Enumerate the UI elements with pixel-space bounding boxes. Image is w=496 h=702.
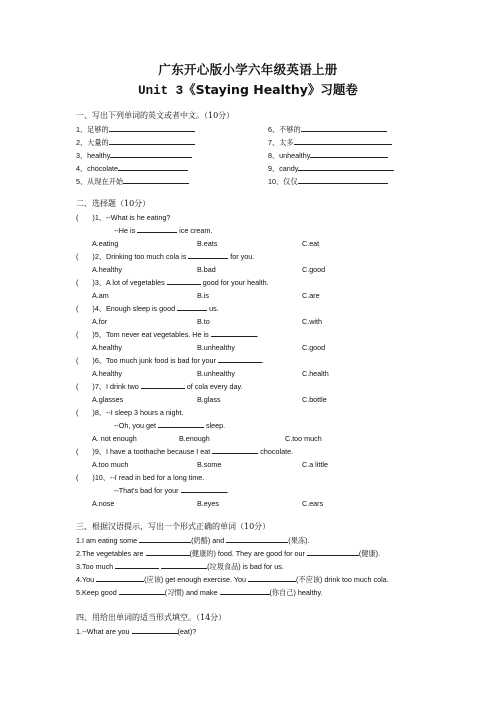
answer-blank[interactable] [118, 164, 188, 171]
stem-text: us. [209, 304, 219, 313]
section3-heading: 三、根据汉语提示，写出一个形式正确的单词（10分） [76, 522, 271, 531]
sentence-text: (果冻). [288, 536, 310, 545]
answer-paren-close: ) [92, 213, 95, 222]
fill-sentence-5 [76, 588, 323, 598]
answer-blank[interactable] [161, 562, 207, 569]
option-c: C.bottle [302, 395, 327, 404]
answer-blank[interactable] [188, 252, 228, 259]
option-b: B.eats [197, 239, 218, 248]
mc-question-3 [76, 278, 269, 288]
sentence-text: (不应该) drink too much cola. [296, 575, 389, 584]
option-a: A.healthy [92, 369, 122, 378]
option-a: A.healthy [92, 343, 122, 352]
stem-text: good for your health. [202, 278, 269, 287]
option-c: C.a little [302, 460, 328, 469]
question-stem: 2、Drinking too much cola is [94, 252, 187, 261]
mc-question-9 [76, 447, 293, 457]
mc-question-6 [76, 356, 264, 366]
answer-blank[interactable] [96, 575, 144, 582]
question-subline [114, 486, 229, 495]
vocab-item-6 [268, 125, 387, 135]
question-stem: 3、A lot of vegetables [94, 278, 165, 287]
option-c: C.good [302, 343, 326, 352]
unit-name: 《Staying Healthy》 [183, 82, 321, 97]
answer-blank[interactable] [141, 382, 185, 389]
option-c: C.too much [285, 434, 322, 443]
option-c: C.good [302, 265, 326, 274]
sentence-text: (习惯) and make [164, 588, 218, 597]
vocab-prompt: 5、从现在开始 [76, 177, 124, 186]
option-c: C.are [302, 291, 320, 300]
answer-blank[interactable] [123, 177, 189, 184]
question-stem: 1、--What is he eating? [94, 213, 171, 222]
question-subline [114, 421, 225, 430]
answer-paren-open: ( [76, 252, 79, 261]
answer-blank[interactable] [294, 138, 392, 145]
answer-blank[interactable] [301, 125, 387, 132]
answer-blank[interactable] [132, 627, 178, 634]
answer-blank[interactable] [212, 447, 258, 454]
vocab-item-2 [76, 138, 195, 148]
sentence-text: (健康). [358, 549, 381, 558]
answer-paren-open: ( [76, 213, 79, 222]
option-c: C.eat [302, 239, 320, 248]
option-a: A.eating [92, 239, 119, 248]
option-b: B.unhealthy [197, 369, 235, 378]
option-b: B.enough [179, 434, 210, 443]
sentence-text: 5.Keep good [76, 588, 117, 597]
option-a: A.am [92, 291, 109, 300]
question-stem: 8、--I sleep 3 hours a night. [94, 408, 184, 417]
sentence-text: (垃圾食品) is bad for us. [207, 562, 284, 571]
unit-label: Unit 3 [138, 84, 184, 98]
question-subline [114, 226, 212, 235]
answer-blank[interactable] [177, 304, 207, 311]
option-a: A.too much [92, 460, 129, 469]
vocab-item-3 [76, 151, 192, 161]
fill-sentence-2 [76, 549, 380, 559]
mc-question-7 [76, 382, 243, 392]
answer-blank[interactable] [218, 356, 262, 363]
answer-blank[interactable] [248, 575, 296, 582]
mc-question-5 [76, 330, 259, 340]
sentence-text: 1.--What are you [76, 627, 130, 636]
stem-text: . [226, 486, 229, 495]
stem-text: of cola every day. [186, 382, 243, 391]
sentence-text: (你自己) healthy. [269, 588, 323, 597]
mc-question-4 [76, 304, 219, 314]
option-a: A.for [92, 317, 108, 326]
vocab-prompt: 10、仅仅 [268, 177, 298, 186]
option-b: B.some [197, 460, 222, 469]
fill-sentence-4-1 [76, 627, 196, 636]
answer-paren-open: ( [76, 408, 79, 417]
fill-sentence-3 [76, 562, 284, 572]
answer-paren-open: ( [76, 304, 79, 313]
vocab-item-5 [76, 177, 189, 187]
answer-paren-close: ) [92, 408, 95, 417]
option-b: B.to [197, 317, 210, 326]
sentence-text: (奶酪) and [191, 536, 225, 545]
question-stem: 5、Tom never eat vegetables. He is [94, 330, 209, 339]
vocab-prompt: 9、candy [268, 164, 299, 173]
option-a: A. not enough [92, 434, 137, 443]
answer-paren-close: ) [92, 252, 95, 261]
vocab-prompt: 6、不够的 [268, 125, 301, 134]
answer-blank[interactable] [181, 486, 227, 493]
answer-blank[interactable] [307, 549, 359, 556]
stem-text: . [256, 330, 259, 339]
answer-paren-open: ( [76, 382, 79, 391]
mc-question-10 [76, 473, 204, 483]
option-b: B.is [197, 291, 209, 300]
stem-text: --Oh, you get [114, 421, 156, 430]
section1-heading: 一、写出下列单词的英文或者中文。（10分） [76, 111, 235, 120]
stem-text: --He is [114, 226, 136, 235]
answer-blank[interactable] [220, 588, 270, 595]
vocab-item-8 [268, 151, 388, 161]
option-b: B.glass [197, 395, 221, 404]
stem-text: chocolate. [260, 447, 294, 456]
section2-heading: 二、选择题（10分） [76, 199, 151, 208]
sentence-text: (eat)? [177, 627, 197, 636]
vocab-prompt: 2、大量的 [76, 138, 109, 147]
answer-paren-open: ( [76, 356, 79, 365]
answer-paren-open: ( [76, 473, 79, 482]
option-b: B.bad [197, 265, 216, 274]
answer-blank[interactable] [298, 164, 394, 171]
option-c: C.ears [302, 499, 324, 508]
answer-paren-open: ( [76, 278, 79, 287]
vocab-item-1 [76, 125, 195, 135]
mc-question-8 [76, 408, 184, 418]
vocab-prompt: 3、healthy [76, 151, 111, 160]
vocab-prompt: 4、chocolate [76, 164, 118, 173]
answer-blank[interactable] [110, 151, 192, 158]
fill-sentence-1 [76, 536, 309, 546]
option-a: A.glasses [92, 395, 124, 404]
answer-paren-open: ( [76, 447, 79, 456]
answer-blank[interactable] [109, 125, 195, 132]
vocab-item-4 [76, 164, 188, 174]
answer-blank[interactable] [226, 536, 288, 543]
sentence-text: 3.Too much [76, 562, 114, 571]
vocab-item-7 [268, 138, 392, 148]
worksheet-subtitle [0, 80, 496, 98]
stem-text: for you. [230, 252, 255, 261]
option-c: C.health [302, 369, 329, 378]
answer-blank[interactable] [158, 421, 204, 428]
fill-sentence-4 [76, 575, 389, 585]
answer-blank[interactable] [167, 278, 201, 285]
vocab-item-9 [268, 164, 394, 174]
sentence-text: 2.The vegetables are [76, 549, 144, 558]
option-a: A.nose [92, 499, 115, 508]
stem-text: sleep. [205, 421, 226, 430]
question-stem: 9、I have a toothache because I eat [94, 447, 211, 456]
sentence-text: 4.You [76, 575, 95, 584]
vocab-prompt: 1、足够的 [76, 125, 109, 134]
option-a: A.healthy [92, 265, 122, 274]
mc-question-1 [76, 213, 170, 223]
option-b: B.eyes [197, 499, 219, 508]
question-stem: 6、Too much junk food is bad for your [94, 356, 216, 365]
answer-blank[interactable] [298, 177, 388, 184]
worksheet-title: 广东开心版小学六年级英语上册 [158, 62, 338, 77]
option-c: C.with [302, 317, 322, 326]
stem-text: . [261, 356, 264, 365]
answer-blank[interactable] [310, 151, 388, 158]
sentence-text: 1.I am eating some [76, 536, 138, 545]
vocab-item-10 [268, 177, 388, 187]
answer-paren-close: ) [92, 304, 95, 313]
answer-blank[interactable] [139, 536, 191, 543]
vocab-prompt: 7、太多 [268, 138, 294, 147]
answer-paren-close: ) [92, 278, 95, 287]
answer-paren-close: ) [92, 356, 95, 365]
answer-paren-close: ) [92, 447, 95, 456]
sentence-text: (健康的) food. They are good for our [189, 549, 305, 558]
answer-blank[interactable] [137, 226, 177, 233]
stem-text: ice cream. [179, 226, 213, 235]
answer-blank[interactable] [119, 588, 165, 595]
mc-question-2 [76, 252, 254, 262]
vocab-prompt: 8、unhealthy [268, 151, 311, 160]
question-stem: 7、I drink two [94, 382, 139, 391]
answer-paren-close: ) [92, 330, 95, 339]
question-stem: 4、Enough sleep is good [94, 304, 176, 313]
answer-blank[interactable] [146, 549, 190, 556]
answer-blank[interactable] [211, 330, 257, 337]
question-stem: 10、--I read in bed for a long time. [94, 473, 205, 482]
answer-blank[interactable] [109, 138, 195, 145]
sentence-text: (应该) get enough exercise. You [144, 575, 247, 584]
answer-paren-close: ) [92, 473, 95, 482]
answer-blank[interactable] [115, 562, 159, 569]
section4-heading: 四、用给出单词的适当形式填空。（14分） [76, 613, 227, 622]
title-suffix: 习题卷 [320, 82, 358, 97]
answer-paren-close: ) [92, 382, 95, 391]
option-b: B.unhealthy [197, 343, 235, 352]
answer-paren-open: ( [76, 330, 79, 339]
stem-text: --That's bad for your [114, 486, 179, 495]
